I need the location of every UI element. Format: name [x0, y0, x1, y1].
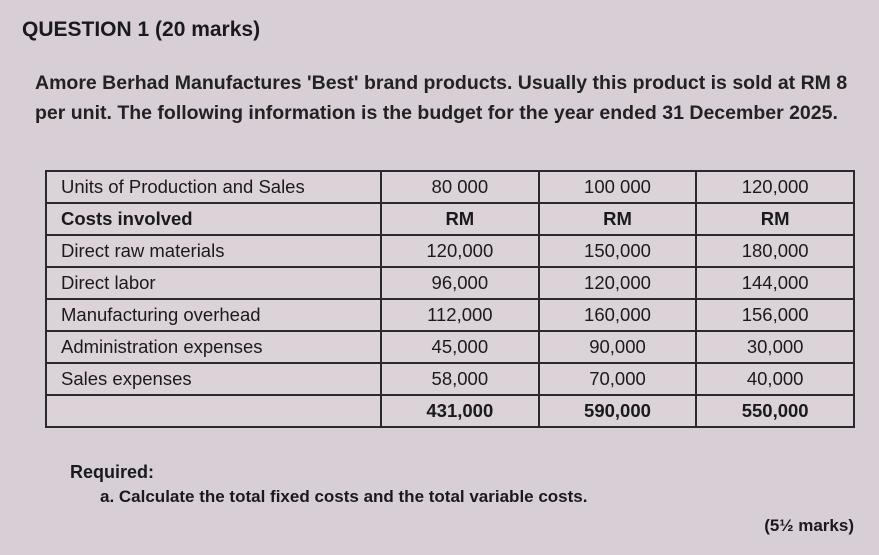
table-row: [46, 235, 854, 267]
table-cell: 150,000: [539, 235, 697, 267]
table-cell: 45,000: [381, 331, 539, 363]
table-cell: 30,000: [696, 331, 854, 363]
table-cell: RM: [539, 203, 697, 235]
table-cell: 96,000: [381, 267, 539, 299]
table-cell: 70,000: [539, 363, 697, 395]
table-cell: 100 000: [539, 171, 697, 203]
table-cell: 590,000: [539, 395, 697, 427]
required-label: Required:: [70, 462, 155, 482]
table-cell: Administration expenses: [46, 331, 381, 363]
table-header-row: [46, 171, 854, 203]
table-cell: Sales expenses: [46, 363, 381, 395]
table-cell: Costs involved: [46, 203, 381, 235]
table-row: [46, 331, 854, 363]
table-cell: Units of Production and Sales: [46, 171, 381, 203]
table-cell: 120,000: [381, 235, 539, 267]
table-currency-row: [46, 203, 854, 235]
table-cell: [46, 395, 381, 427]
table-cell: 120,000: [696, 171, 854, 203]
table-cell: 144,000: [696, 267, 854, 299]
table-cell: 58,000: [381, 363, 539, 395]
marks-label: (5½ marks): [764, 516, 854, 535]
table-cell: 156,000: [696, 299, 854, 331]
table-cell: Direct labor: [46, 267, 381, 299]
budget-table: [45, 170, 855, 428]
table-row: [46, 267, 854, 299]
question-title: QUESTION 1 (20 marks): [22, 18, 261, 41]
table-cell: 431,000: [381, 395, 539, 427]
table-cell: 80 000: [381, 171, 539, 203]
table-cell: RM: [696, 203, 854, 235]
table-cell: Direct raw materials: [46, 235, 381, 267]
table-cell: 160,000: [539, 299, 697, 331]
table-cell: 112,000: [381, 299, 539, 331]
table-cell: 550,000: [696, 395, 854, 427]
table-total-row: [46, 395, 854, 427]
table-cell: RM: [381, 203, 539, 235]
question-a: a. Calculate the total fixed costs and the total variable costs.: [100, 487, 588, 506]
table-cell: 40,000: [696, 363, 854, 395]
table-cell: 120,000: [539, 267, 697, 299]
table-cell: 90,000: [539, 331, 697, 363]
question-paragraph: Amore Berhad Manufactures 'Best' brand products. Usually this product is sold at RM 8 per unit. The following information is the budget for the year ended 31 December 2025.: [35, 72, 848, 124]
table-row: [46, 363, 854, 395]
table-cell: Manufacturing overhead: [46, 299, 381, 331]
table-row: [46, 299, 854, 331]
table-cell: 180,000: [696, 235, 854, 267]
